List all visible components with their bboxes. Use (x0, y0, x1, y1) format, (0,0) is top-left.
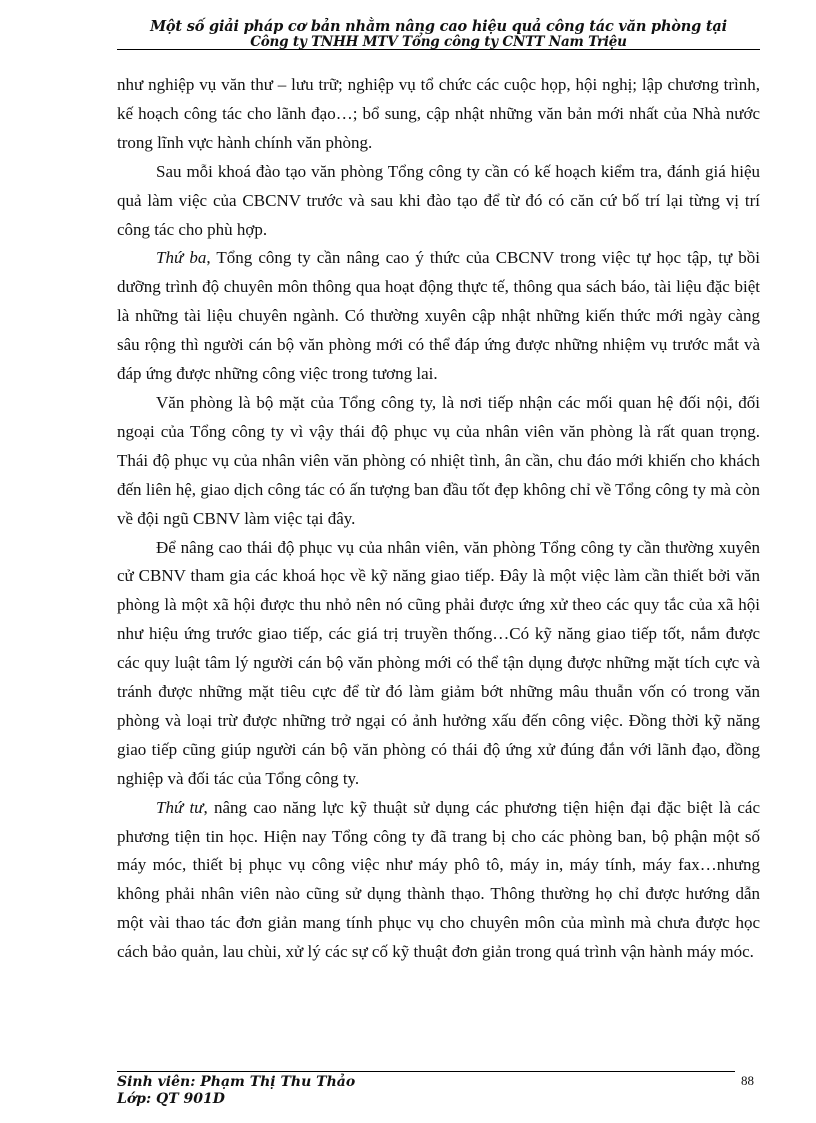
document-body (117, 71, 760, 967)
paragraph-5 (117, 534, 760, 794)
paragraph-5-text: Để nâng cao thái độ phục vụ của nhân viên, văn phòng Tổng công ty cần thường xuyên cử CBNV tham gia các khoá học về kỹ năng giao tiếp. Đây là một việc làm cần thiết bởi văn phòng là một xã hội được thu nhỏ nên nó cũng phải được ứng xử theo các quy tắc của xã hội như hiệu ứng trước giao tiếp, các giá trị truyền thống…Có kỹ năng giao tiếp tốt, nắm được các quy luật tâm lý người cán bộ văn phòng mới có thể tận dụng được những mặt tích cực và tránh được những mặt tiêu cực để từ đó làm giảm bớt những mâu thuẫn vốn có trong văn phòng và loại trừ được những trở ngại có ảnh hưởng xấu đến công việc. Đồng thời kỹ năng giao tiếp cũng giúp người cán bộ văn phòng có thái độ ứng xử đúng đắn với lãnh đạo, đồng nghiệp và đối tác của Tổng công ty. (117, 537, 760, 788)
header-title-line-1: Một số giải pháp cơ bản nhằm nâng cao hiệu quả công tác văn phòng tại (150, 18, 727, 35)
paragraph-6-text: , nâng cao năng lực kỹ thuật sử dụng các phương tiện hiện đại đặc biệt là các phương tiện tin học. Hiện nay Tổng công ty đã trang bị cho các phòng ban, bộ phận một số máy móc, thiết bị phục vụ công việc như máy phô tô, máy in, máy tính, máy fax…nhưng không phải nhân viên nào cũng sử dụng thành thạo. Thông thường họ chỉ được hướng dẫn một vài thao tác đơn giản mang tính phục vụ cho chuyên môn của mình mà chưa được học cách bảo quản, lau chùi, xử lý các sự cố kỹ thuật đơn giản trong quá trình vận hành máy móc. (117, 797, 761, 962)
paragraph-2-text: Sau mỗi khoá đào tạo văn phòng Tổng công ty cần có kế hoạch kiểm tra, đánh giá hiệu quả làm việc của CBCNV trước và sau khi đào tạo để từ đó có căn cứ bố trí lại từng vị trí công tác cho phù hợp. (117, 161, 760, 239)
paragraph-3-lead: Thứ ba (156, 248, 207, 268)
header-divider (117, 49, 760, 50)
page-header (117, 18, 760, 49)
paragraph-2 (117, 158, 760, 245)
paragraph-1 (117, 71, 760, 158)
paragraph-3-text: , Tổng công ty cần nâng cao ý thức của CBCNV trong việc tự học tập, tự bồi dưỡng trình độ chuyên môn thông qua hoạt động thực tế, thông qua sách báo, tài liệu đặc biệt là những tài liệu chuyên ngành. Có thường xuyên cập nhật những kiến thức mới ngày càng sâu rộng thì người cán bộ văn phòng mới có thể đáp ứng được những nhiệm vụ trước mắt và đáp ứng được những công việc trong tương lai. (117, 248, 760, 384)
footer-student-name: Sinh viên: Phạm Thị Thu Thảo (117, 1074, 356, 1090)
paragraph-1-text: như nghiệp vụ văn thư – lưu trữ; nghiệp vụ tổ chức các cuộc họp, hội nghị; lập chương trình, kế hoạch công tác cho lãnh đạo…; bổ sung, cập nhật những văn bản mới nhất của Nhà nước trong lĩnh vực hành chính văn phòng. (117, 75, 760, 152)
paragraph-6-lead: Thứ tư (156, 797, 204, 817)
paragraph-4-text: Văn phòng là bộ mặt của Tổng công ty, là nơi tiếp nhận các mối quan hệ đối nội, đối ngoại của Tổng công ty vì vậy thái độ phục vụ của nhân viên văn phòng là rất quan trọng. Thái độ phục vụ của nhân viên văn phòng có nhiệt tình, ân cần, chu đáo mới khiến cho khách đến liên hệ, giao dịch công tác có ấn tượng ban đầu tốt đẹp không chỉ về Tổng công ty mà còn về đội ngũ CBNV làm việc tại đây. (117, 392, 760, 528)
paragraph-3 (117, 244, 760, 389)
paragraph-6 (117, 794, 760, 967)
paragraph-4 (117, 389, 760, 534)
page-footer (117, 1074, 355, 1108)
page-number: 88 (741, 1073, 754, 1088)
footer-divider (117, 1071, 735, 1072)
footer-class: Lớp: QT 901D (117, 1091, 225, 1107)
header-title-line-2: Công ty TNHH MTV Tổng công ty CNTT Nam Triệu (250, 34, 627, 50)
